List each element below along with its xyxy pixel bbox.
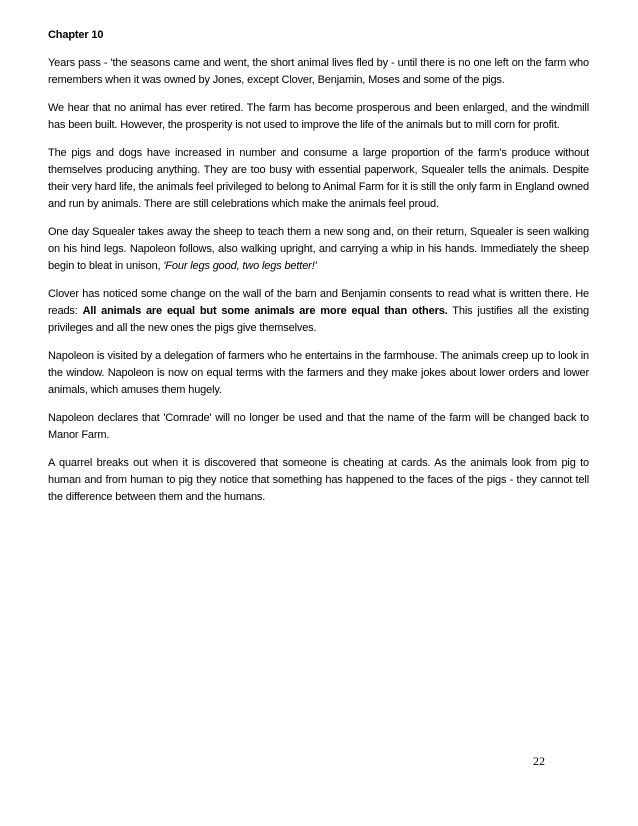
paragraph-squealer-hind-legs [48, 224, 589, 275]
paragraph-text: One day Squealer takes away the sheep to teach them a new song and, on their return, Squealer is seen walking on his hind legs. Napoleon follows, also walking upright, and carrying a whip in his hands. Immediately the sheep begin to bleat in unison, [48, 226, 589, 272]
paragraph-barn-wall [48, 286, 589, 337]
paragraph-pigs-and-dogs: The pigs and dogs have increased in number and consume a large proportion of the farm's produce without themselves producing anything. They are too busy with essential paperwork, Squealer tells the animals. Despite their very hard life, the animals feel privileged to belong to Animal Farm for it is still the only farm in England owned and run by animals. There are still celebrations which make the animals feel proud. [48, 147, 589, 210]
document-body [48, 27, 589, 517]
chapter-title: Chapter 10 [48, 29, 104, 41]
paragraph-text: Clover has noticed some change on the wall of the barn and Benjamin consents to read what is written there. He reads: [48, 288, 589, 317]
paragraph-farmers-delegation: Napoleon is visited by a delegation of farmers who he entertains in the farmhouse. The animals creep up to look in the window. Napoleon is now on equal terms with the farmers and they make jokes about lower orders and lower animals, which amuses them hugely. [48, 350, 589, 396]
paragraph-years-pass: Years pass - 'the seasons came and went, the short animal lives fled by - until there is no one left on the farm who remembers when it was owned by Jones, except Clover, Benjamin, Moses and some of the pigs. [48, 57, 589, 86]
paragraph-manor-farm: Napoleon declares that 'Comrade' will no longer be used and that the name of the farm will be changed back to Manor Farm. [48, 412, 589, 441]
paragraph-card-quarrel: A quarrel breaks out when it is discovered that someone is cheating at cards. As the animals look from pig to human and from human to pig they notice that something has happened to the faces of the pigs - they cannot tell the difference between them and the humans. [48, 457, 589, 503]
paragraph-no-animal-retired: We hear that no animal has ever retired. The farm has become prosperous and been enlarged, and the windmill has been built. However, the prosperity is not used to improve the life of the animals but to mill corn for profit. [48, 102, 589, 131]
commandment-quote: All animals are equal but some animals are more equal than others. [82, 305, 448, 317]
sheep-bleat-quote: 'Four legs good, two legs better!' [163, 260, 317, 272]
paragraph-text: This justifies all the existing privileges and all the new ones the pigs give themselves. [48, 305, 589, 334]
page-number: 22 [533, 754, 545, 768]
